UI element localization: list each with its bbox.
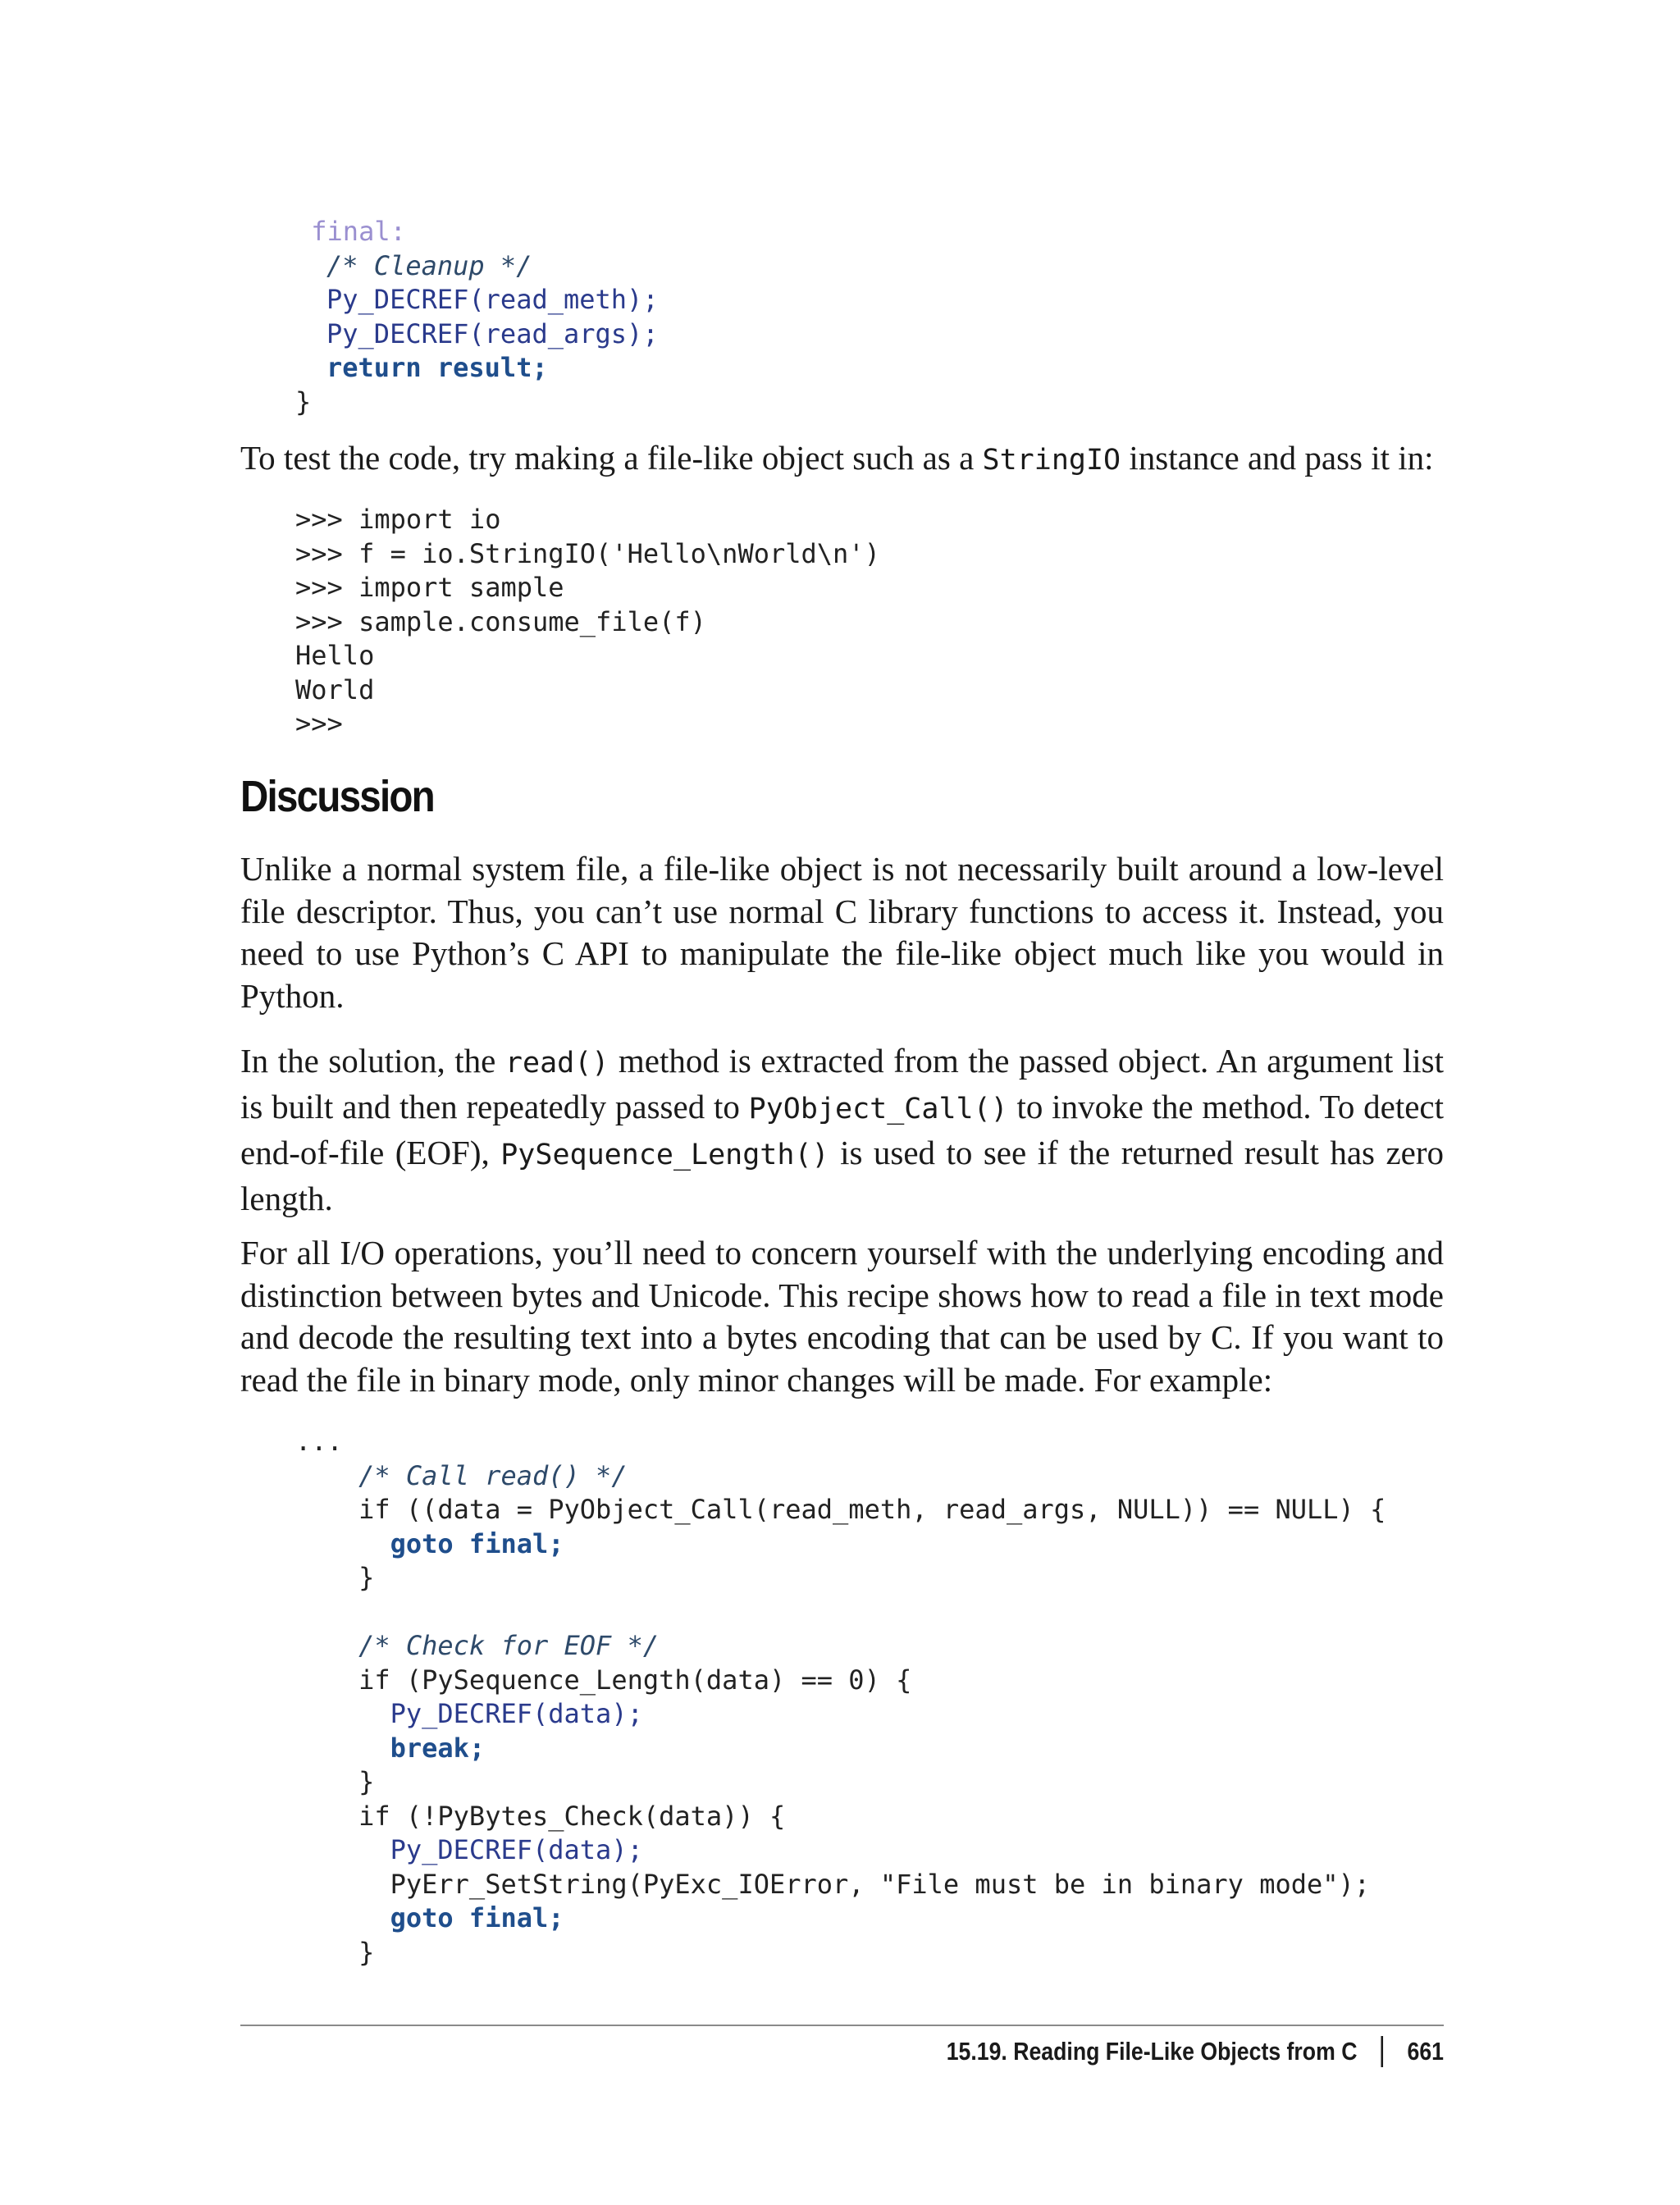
code-line: >>> import io xyxy=(295,504,501,535)
running-section-title: 15.19. Reading File-Like Objects from C xyxy=(946,2037,1358,2066)
code-line: Hello xyxy=(295,640,375,671)
code-line: /* Cleanup */ xyxy=(326,249,532,281)
code-line xyxy=(295,1596,1386,1630)
code-line: Py_DECREF(data); xyxy=(295,1698,643,1729)
code-line: /* Check for EOF */ xyxy=(295,1630,660,1661)
inline-code: read() xyxy=(504,1047,609,1080)
discussion-paragraph-1: Unlike a normal system file, a file-like object is not necessarily built around a low-level file descriptor. Thus, you can’t use normal C library functions to access it. Instead, you need to use Python’s C API to manipulate the file-like object much like you would in Python. xyxy=(240,850,1444,1015)
code-line: break; xyxy=(295,1732,486,1764)
code-block-cleanup xyxy=(295,215,659,419)
code-line: } xyxy=(295,1936,375,1968)
code-line: if ((data = PyObject_Call(read_meth, read_args, NULL)) == NULL) { xyxy=(295,1494,1386,1525)
code-line: goto final; xyxy=(295,1527,564,1559)
discussion-paragraph-3: For all I/O operations, you’ll need to concern yourself with the underlying encoding and distinction between bytes and Unicode. This recipe shows how to read a file in text mode and decode the resulting text into a bytes encoding that can be used by C. If you want to read the file in binary mode, only minor changes will be made. For example: xyxy=(240,1234,1444,1399)
inline-code: StringIO xyxy=(982,444,1121,477)
code-line: /* Call read() */ xyxy=(295,1459,628,1491)
footer-separator xyxy=(1381,2036,1384,2067)
code-line: >>> f = io.StringIO('Hello\nWorld\n') xyxy=(295,537,880,569)
page-footer xyxy=(947,2036,1444,2067)
code-line: goto final; xyxy=(295,1902,564,1933)
code-line: >>> sample.consume_file(f) xyxy=(295,605,706,637)
code-line: Py_DECREF(read_args); xyxy=(326,317,659,349)
code-block-session xyxy=(295,503,880,742)
code-line: final: xyxy=(295,216,406,247)
code-line: if (!PyBytes_Check(data)) { xyxy=(295,1800,786,1832)
discussion-paragraph-2: In the solution, the read() method is extracted from the passed object. An argument list is built and then repeatedly passed to PyObject_Call() to invoke the method. To detect end-of-file (EOF), PySequence_Length() is used to see if the returned result has zero length. xyxy=(240,1042,1445,1217)
inline-code: PyObject_Call() xyxy=(748,1093,1008,1125)
code-line: PyErr_SetString(PyExc_IOError, "File must be in binary mode"); xyxy=(295,1868,1371,1900)
code-block-binary-mode xyxy=(295,1425,1386,1970)
code-line: } xyxy=(295,1562,375,1593)
code-line: >>> xyxy=(295,708,343,739)
code-line: >>> import sample xyxy=(295,572,564,603)
code-line: ... xyxy=(295,1426,343,1457)
code-line: if (PySequence_Length(data) == 0) { xyxy=(295,1664,912,1696)
code-line: World xyxy=(295,673,375,705)
footer-rule xyxy=(240,2025,1444,2026)
code-line: Py_DECREF(read_meth); xyxy=(326,284,659,315)
inline-code: PySequence_Length() xyxy=(500,1139,829,1171)
intro-paragraph: To test the code, try making a file-like object such as a StringIO instance and pass it in: xyxy=(240,439,1434,477)
code-line: Py_DECREF(data); xyxy=(295,1834,643,1865)
page-number: 661 xyxy=(1407,2037,1444,2066)
code-line: } xyxy=(295,386,312,418)
code-line: } xyxy=(295,1766,375,1797)
section-heading: Discussion xyxy=(240,772,434,821)
code-line: return result; xyxy=(326,352,548,383)
